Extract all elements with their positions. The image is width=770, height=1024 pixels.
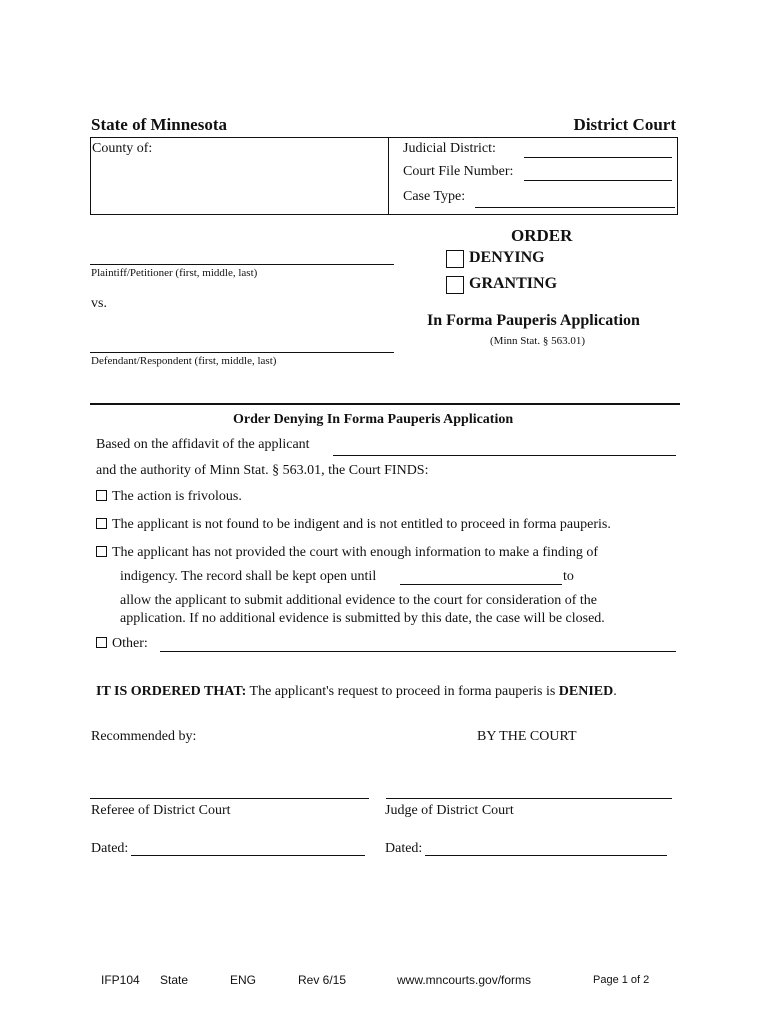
ordered-text: The applicant's request to proceed in forma pauperis is (246, 684, 559, 699)
other-label: Other: (112, 636, 148, 651)
statute-reference: (Minn Stat. § 563.01) (490, 335, 586, 347)
other-checkbox[interactable] (96, 637, 107, 648)
referee-signature-line[interactable] (90, 798, 369, 799)
finding-insufficient-line-4: application. If no additional evidence is submitted by this date, the case will be closed. (120, 611, 605, 626)
footer-form-id: IFP104 (101, 973, 140, 987)
recommended-by-label: Recommended by: (91, 729, 197, 744)
insufficient-info-checkbox[interactable] (96, 546, 107, 557)
section-divider (90, 403, 680, 405)
defendant-name-field[interactable] (90, 352, 394, 353)
plaintiff-label: Plaintiff/Petitioner (first, middle, last) (91, 267, 258, 279)
ordered-prefix: IT IS ORDERED THAT: (96, 684, 247, 699)
judicial-district-field[interactable] (524, 157, 672, 158)
court-file-number-field[interactable] (524, 180, 672, 181)
finding-insufficient-line-2: indigency. The record shall be kept open until (120, 569, 377, 584)
case-type-field[interactable] (475, 207, 675, 208)
case-info-divider (388, 137, 389, 214)
denying-checkbox[interactable] (446, 250, 464, 268)
judge-label: Judge of District Court (385, 803, 514, 818)
dated-right-field[interactable] (425, 855, 667, 856)
finding-other (96, 636, 148, 652)
court-title: District Court (573, 115, 676, 134)
finding-not-indigent (96, 517, 611, 533)
order-title: ORDER (511, 226, 573, 245)
ordered-denied: DENIED (558, 684, 614, 699)
not-indigent-checkbox[interactable] (96, 518, 107, 529)
footer-website[interactable]: www.mncourts.gov/forms (397, 973, 532, 987)
affidavit-text: Based on the affidavit of the applicant (96, 437, 310, 452)
finding-insufficient (96, 545, 598, 561)
applicant-name-field[interactable] (333, 455, 676, 456)
footer-page: Page 1 of 2 (593, 974, 650, 986)
finding-not-indigent-label: The applicant is not found to be indigent and is not entitled to proceed in forma pauperis. (112, 517, 611, 532)
frivolous-checkbox[interactable] (96, 490, 107, 501)
dated-right-label: Dated: (385, 841, 423, 856)
finding-insufficient-line-3: allow the applicant to submit additional evidence to the court for consideration of the (120, 593, 598, 608)
other-reason-field[interactable] (160, 651, 676, 652)
case-type-label: Case Type: (403, 189, 466, 204)
judge-signature-line[interactable] (386, 798, 672, 799)
record-open-until-field[interactable] (400, 584, 562, 585)
footer-language: ENG (230, 973, 257, 987)
finding-frivolous-label: The action is frivolous. (112, 489, 242, 504)
footer-level: State (160, 973, 189, 987)
defendant-label: Defendant/Respondent (first, middle, last) (91, 355, 277, 367)
finding-insufficient-line-1: The applicant has not provided the court with enough information to make a finding of (112, 545, 598, 560)
application-title: In Forma Pauperis Application (427, 312, 640, 329)
denying-label: DENYING (469, 249, 545, 266)
finding-frivolous (96, 489, 242, 505)
authority-text: and the authority of Minn Stat. § 563.01, the Court FINDS: (96, 463, 429, 478)
dated-left-field[interactable] (131, 855, 365, 856)
referee-label: Referee of District Court (91, 803, 231, 818)
granting-checkbox[interactable] (446, 276, 464, 294)
judicial-district-label: Judicial District: (403, 141, 496, 156)
dated-left-label: Dated: (91, 841, 129, 856)
vs-label: vs. (91, 296, 107, 311)
court-file-number-label: Court File Number: (403, 164, 514, 179)
county-field[interactable] (160, 142, 382, 206)
ordered-period: . (613, 684, 617, 699)
county-label: County of: (92, 141, 153, 156)
section-title: Order Denying In Forma Pauperis Application (233, 412, 514, 427)
granting-label: GRANTING (469, 275, 558, 292)
footer-revision: Rev 6/15 (298, 973, 347, 987)
plaintiff-name-field[interactable] (90, 264, 394, 265)
state-title: State of Minnesota (91, 115, 227, 134)
by-the-court-label: BY THE COURT (477, 729, 577, 744)
ordered-statement (96, 684, 617, 700)
finding-insufficient-to: to (563, 569, 574, 584)
